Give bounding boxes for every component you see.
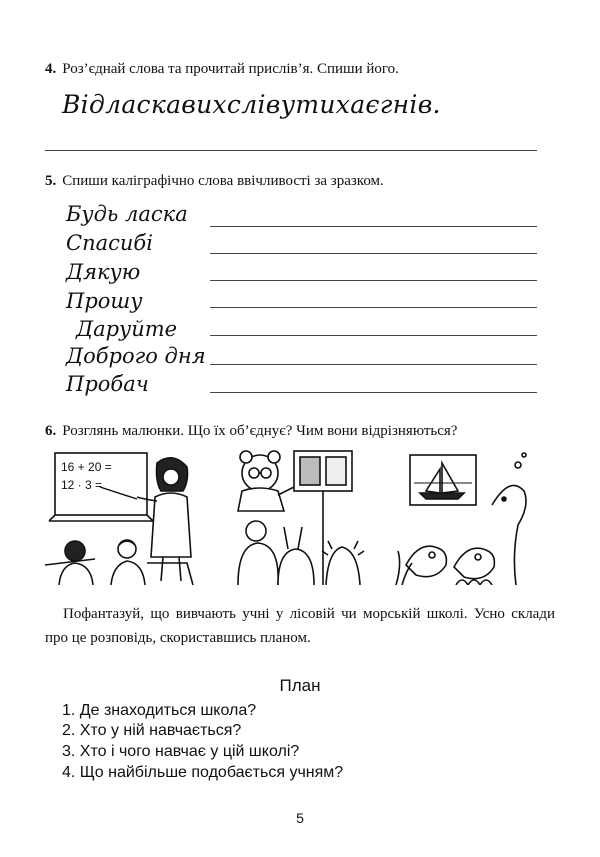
plan-item: 2. Хто у ній навчається? [62,722,242,739]
forest-school-illustration [228,445,368,585]
proverb-handwriting: Відласкавихслівутихаєгнів. [62,90,441,119]
task-5-instruction [45,172,384,190]
writing-line [210,280,537,281]
board-line-2: 12 · 3 = [61,478,103,492]
pointer [100,487,137,499]
writing-line [210,253,537,254]
plan-item: 1. Де знаходиться школа? [62,702,257,719]
polite-word-sample: Спасибі [66,231,153,255]
task-6-instruction [45,422,457,440]
page-number: 5 [296,810,304,826]
board-line-1: 16 + 20 = [61,460,112,474]
polite-word-sample: Доброго дня [66,344,206,368]
task-4-number: 4. [45,61,57,77]
polite-word-sample: Прошу [66,289,143,313]
writing-line-proverb [45,150,537,151]
polite-word-sample: Будь ласка [66,202,188,226]
task-4-instruction [45,60,399,78]
task-6-text: Розглянь малюнки. Що їх об’єднує? Чим вони відрізняються? [62,423,458,439]
task-6-number: 6. [45,423,57,439]
plan-title: План [279,676,321,695]
task-6-paragraph: Пофантазуй, що вивчають учні у лісовій чи морській школі. Усно склади про це розповідь, скориставшись планом. [45,606,555,646]
polite-word-sample: Дякую [66,260,141,284]
polite-word-sample: Пробач [66,372,149,396]
writing-line [210,335,537,336]
task-5-text: Спиши каліграфічно слова ввічливості за зразком. [62,173,384,189]
writing-line [210,364,537,365]
polite-word-sample: Даруйте [76,317,178,341]
writing-line [210,307,537,308]
writing-line [210,226,537,227]
writing-line [210,392,537,393]
task-4-text: Роз’єднай слова та прочитай прислів’я. Спиши його. [62,61,399,77]
plan-item: 3. Хто і чого навчає у цій школі? [62,743,300,760]
plan-item: 4. Що найбільше подобається учням? [62,764,344,781]
classroom-illustration [45,445,195,585]
sea-school-illustration [392,445,542,585]
task-5-number: 5. [45,173,57,189]
